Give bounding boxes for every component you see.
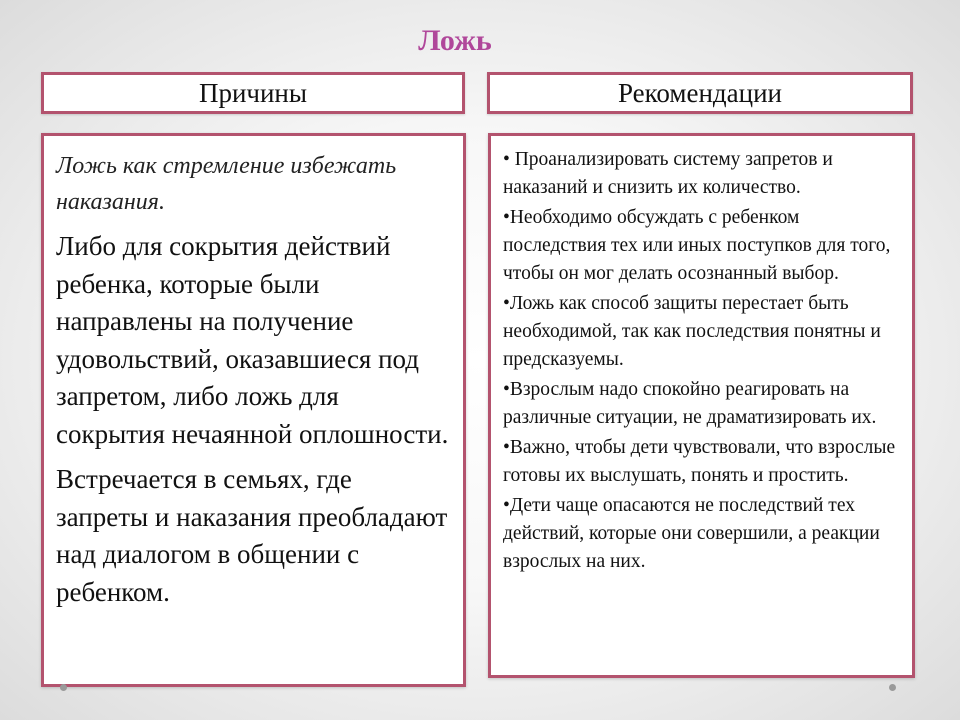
decorative-dot bbox=[60, 684, 67, 691]
recommendations-panel bbox=[488, 133, 915, 678]
causes-paragraph: Встречается в семьях, где запреты и наказания преобладают над диалогом в общении с ребенком. bbox=[56, 464, 448, 607]
recommendations-header bbox=[487, 72, 913, 114]
slide-title: Ложь bbox=[418, 24, 492, 57]
causes-panel bbox=[41, 133, 466, 687]
recommendation-item: •Необходимо обсуждать с ребенком последствия тех или иных поступков для того, чтобы он мог делать осознанный выбор. bbox=[503, 207, 891, 284]
causes-intro: Ложь как стремление избежать наказания. bbox=[56, 153, 397, 215]
causes-paragraph: Либо для сокрытия действий ребенка, которые были направлены на получение удовольствий, оказавшиеся под запретом, либо ложь для сокрытия нечаянной оплошности. bbox=[56, 231, 449, 449]
causes-header-label: Причины bbox=[198, 77, 308, 108]
recommendation-item: •Ложь как способ защиты перестает быть необходимой, так как последствия понятны и предсказуемы. bbox=[503, 293, 881, 370]
recommendations-header-label: Рекомендации bbox=[618, 77, 782, 108]
decorative-dot bbox=[889, 684, 896, 691]
recommendation-item: • Проанализировать систему запретов и наказаний и снизить их количество. bbox=[503, 149, 833, 198]
recommendation-item: •Взрослым надо спокойно реагировать на различные ситуации, не драматизировать их. bbox=[503, 379, 877, 428]
recommendation-item: •Важно, чтобы дети чувствовали, что взрослые готовы их выслушать, понять и простить. bbox=[503, 437, 896, 486]
causes-header bbox=[41, 72, 465, 114]
recommendation-item: •Дети чаще опасаются не последствий тех действий, которые они совершили, а реакции взрослых на них. bbox=[503, 495, 880, 572]
